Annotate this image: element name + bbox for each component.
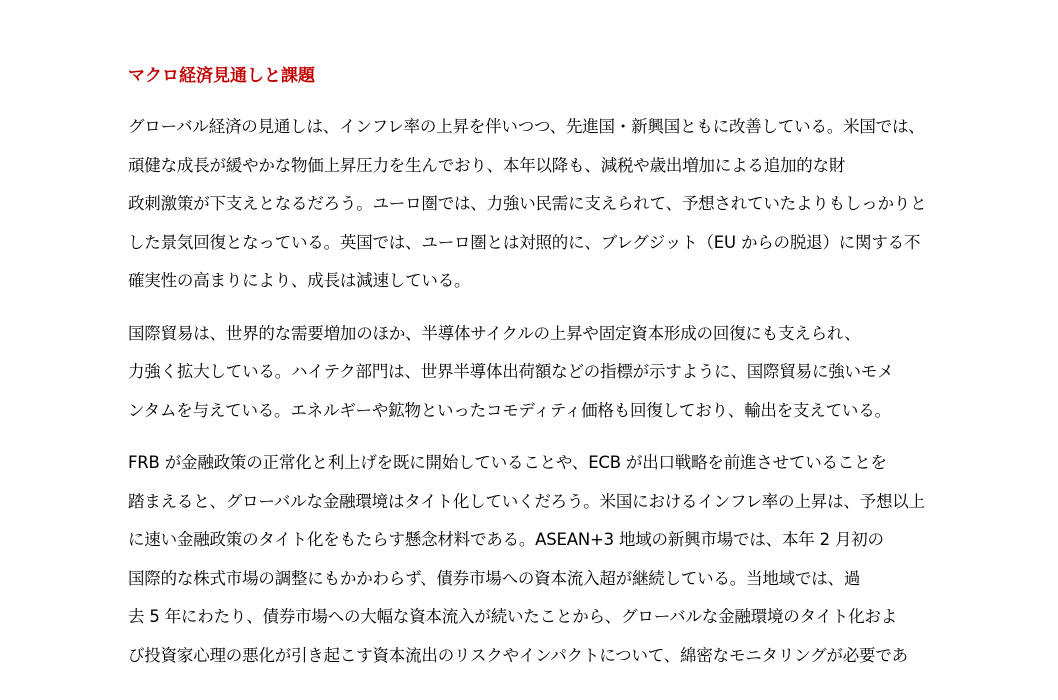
paragraph-financial-conditions bbox=[128, 444, 940, 675]
paragraph-line: 頑健な成長が緩やかな物価上昇圧力を生んでおり、本年以降も、減税や歳出増加による追加的な財 bbox=[128, 155, 846, 175]
paragraph-line: に速い金融政策のタイト化をもたらす懸念材料である。ASEAN+3 地域の新興市場では、本年 2 月初の bbox=[128, 530, 884, 549]
paragraph-line: 力強く拡大している。ハイテク部門は、世界半導体出荷額などの指標が示すように、国際貿易に強いモメ bbox=[128, 362, 894, 381]
paragraph-international-trade bbox=[128, 315, 940, 431]
paragraph-line: グローバル経済の見通しは、インフレ率の上昇を伴いつつ、先進国・新興国ともに改善している。米国では、 bbox=[128, 117, 925, 136]
paragraph-line: 国際貿易は、世界的な需要増加のほか、半導体サイクルの上昇や固定資本形成の回復にも支えられ、 bbox=[128, 323, 861, 343]
paragraph-line: び投資家心理の悪化が引き起こす資本流出のリスクやインパクトについて、綿密なモニタリングが必要であ bbox=[128, 645, 908, 665]
paragraph-line: FRB が金融政策の正常化と利上げを既に開始していることや、ECB が出口戦略を前進させていることを bbox=[128, 453, 887, 472]
paragraph-line: ンタムを与えている。エネルギーや鉱物といったコモディティ価格も回復しており、輸出を支えている。 bbox=[128, 400, 891, 420]
paragraph-line: 国際的な株式市場の調整にもかかわらず、債券市場への資本流入超が継続している。当地域では、過 bbox=[128, 568, 861, 588]
document-body bbox=[128, 62, 940, 689]
paragraph-line: 政刺激策が下支えとなるだろう。ユーロ圏では、力強い民需に支えられて、予想されていたよりもしっかりと bbox=[128, 194, 927, 213]
paragraph-global-outlook bbox=[128, 108, 940, 301]
paragraph-line: 踏まえると、グローバルな金融環境はタイト化していくだろう。米国におけるインフレ率の上昇は、予想以上 bbox=[128, 491, 925, 511]
section-heading: マクロ経済見通しと課題 bbox=[128, 66, 315, 86]
paragraph-line: 確実性の高まりにより、成長は減速している。 bbox=[128, 271, 471, 290]
paragraph-line: 去 5 年にわたり、債券市場への大幅な資本流入が続いたことから、グローバルな金融環境のタイト化およ bbox=[128, 607, 898, 626]
paragraph-line: した景気回復となっている。英国では、ユーロ圏とは対照的に、ブレグジット（EU からの脱退）に関する不 bbox=[128, 232, 921, 252]
